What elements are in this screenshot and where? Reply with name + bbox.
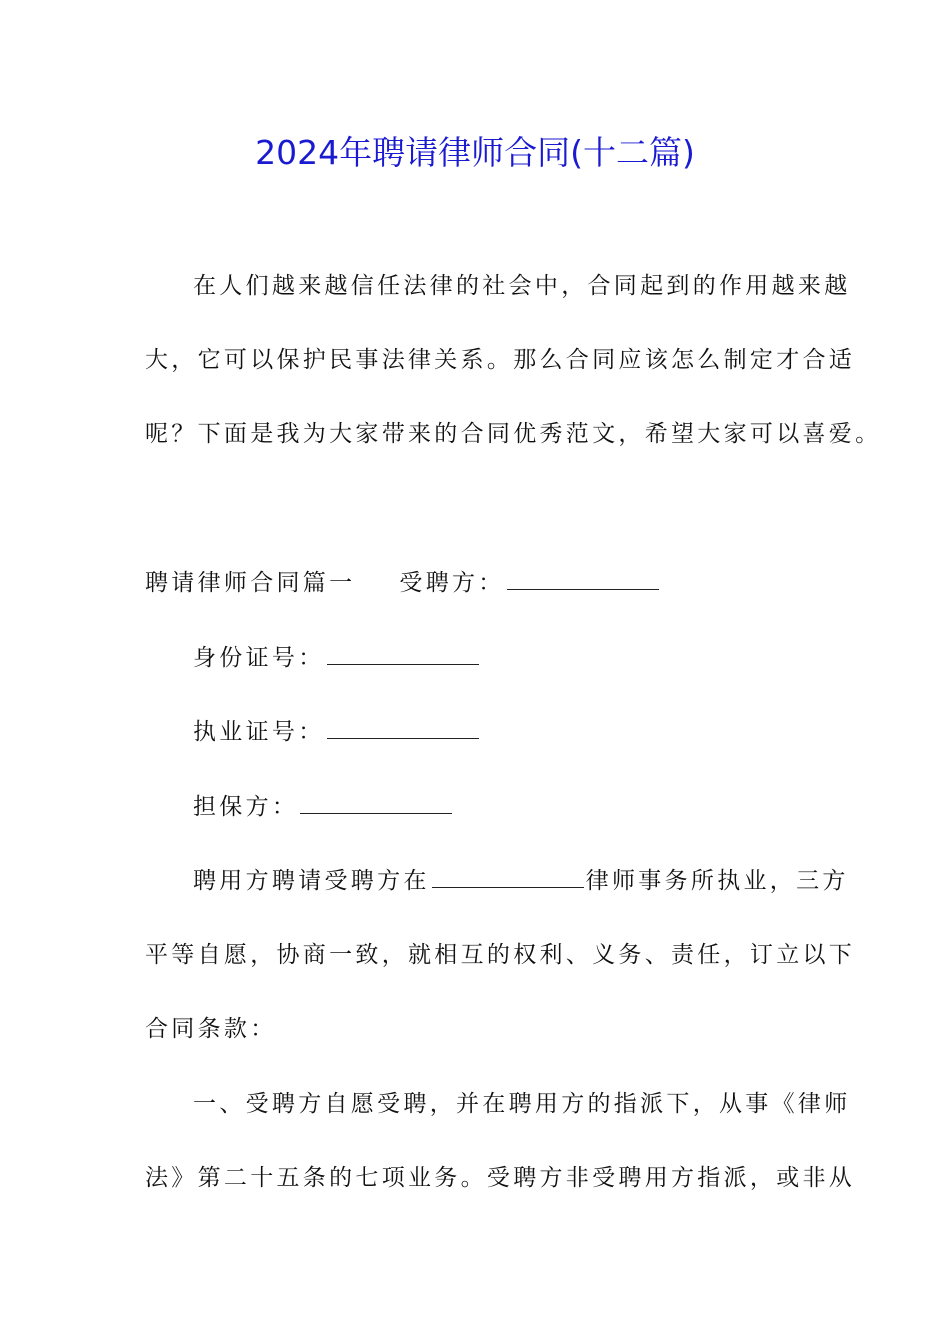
para1-end: 律师事务所执业，三方 <box>585 868 849 894</box>
license-label: 执业证号： <box>193 719 325 745</box>
guarantor-blank <box>300 793 452 814</box>
id-blank <box>327 644 479 665</box>
id-row <box>193 638 481 678</box>
intro-line-1: 在人们越来越信任法律的社会中，合同起到的作用越来越 <box>193 273 851 299</box>
para2-line-1: 一、受聘方自愿受聘，并在聘用方的指派下，从事《律师 <box>193 1091 851 1117</box>
firm-blank <box>432 867 584 888</box>
id-label: 身份证号： <box>193 645 325 671</box>
employee-label: 受聘方： <box>399 570 505 596</box>
para1-line-2: 平等自愿，协商一致，就相互的权利、义务、责任，订立以下 <box>145 942 856 968</box>
para1-line-3: 合同条款： <box>145 1016 277 1042</box>
guarantor-label: 担保方： <box>193 794 299 820</box>
license-blank <box>327 718 479 739</box>
para2-line-2: 法》第二十五条的七项业务。受聘方非受聘用方指派，或非从 <box>145 1165 856 1191</box>
para1-line-1 <box>193 861 849 901</box>
intro-line-2: 大，它可以保护民事法律关系。那么合同应该怎么制定才合适 <box>145 347 856 373</box>
section-heading: 聘请律师合同篇一 <box>145 570 356 596</box>
license-row <box>193 712 481 752</box>
intro-line-3: 呢？下面是我为大家带来的合同优秀范文，希望大家可以喜爱。 <box>145 421 882 447</box>
para1-start: 聘用方聘请受聘方在 <box>193 868 430 894</box>
guarantor-row <box>193 787 454 827</box>
employee-blank <box>507 569 659 590</box>
document-title: 2024年聘请律师合同(十二篇) <box>255 133 695 172</box>
section-heading-row <box>145 563 661 603</box>
